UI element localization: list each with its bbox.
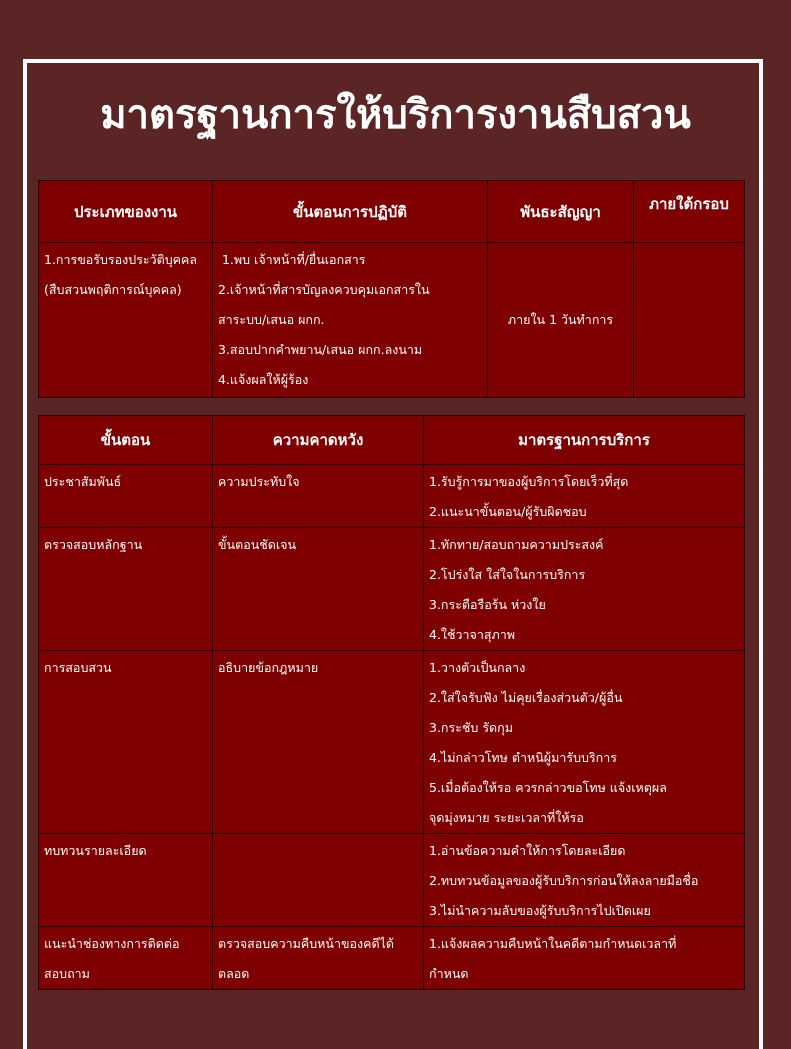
service-commitment-table <box>38 180 745 398</box>
step-cell <box>39 528 213 651</box>
procedure-line: 3.สอบปากคำพยาน/เสนอ ผกก.ลงนาม <box>218 342 423 357</box>
standard-cell <box>424 465 745 528</box>
standard-line: 2.แนะนาขั้นตอน/ผู้รับผิดชอบ <box>429 504 587 519</box>
standard-line: 3.กระชับ รัดกุม <box>429 720 513 735</box>
step-line: ทบทวนรายละเอียด <box>44 843 147 858</box>
header-commitment: พันธะสัญญา <box>488 181 634 243</box>
table-header-row <box>39 181 745 243</box>
step-line: ตรวจสอบหลักฐาน <box>44 537 143 552</box>
work-type-line: (สืบสวนพฤติการณ์บุคคล) <box>44 282 182 297</box>
standard-line: 4.ไม่กล่าวโทษ ตำหนิผู้มารับบริการ <box>429 750 617 765</box>
service-standards-table <box>38 415 745 990</box>
procedure-cell <box>213 243 488 398</box>
standard-cell <box>424 834 745 927</box>
standard-line: 1.แจ้งผลความคืบหน้าในคดีตามกำหนดเวลาที่ <box>429 936 677 951</box>
standard-line: 2.โปร่งใส ใส่ใจในการบริการ <box>429 567 586 582</box>
step-line: สอบถาม <box>44 966 90 981</box>
expectation-line: ตลอด <box>218 966 250 981</box>
standard-cell <box>424 927 745 990</box>
table-row <box>39 465 745 528</box>
procedure-line: สาระบบ/เสนอ ผกก. <box>218 312 325 327</box>
table-row <box>39 834 745 927</box>
table-row <box>39 243 745 398</box>
header-expectation: ความคาดหวัง <box>213 416 424 465</box>
step-cell <box>39 834 213 927</box>
procedure-line: 2.เจ้าหน้าที่สารบัญลงควบคุมเอกสารใน <box>218 282 430 297</box>
expectation-line: ความประทับใจ <box>218 474 300 489</box>
standard-line: กำหนด <box>429 966 469 981</box>
work-type-line: 1.การขอรับรองประวัติบุคคล <box>44 252 198 267</box>
expectation-cell <box>213 834 424 927</box>
framework-cell <box>634 243 745 398</box>
procedure-line: 4.แจ้งผลให้ผู้ร้อง <box>218 372 309 387</box>
standard-line: 2.ทบทวนข้อมูลของผู้รับบริการก่อนให้ลงลายมือชื่อ <box>429 873 699 888</box>
standard-line: 2.ใส่ใจรับฟัง ไม่คุยเรื่องส่วนตัว/ผู้อื่น <box>429 690 623 705</box>
expectation-line: ขั้นตอนชัดเจน <box>218 537 297 552</box>
expectation-line: อธิบายข้อกฎหมาย <box>218 660 319 675</box>
step-cell <box>39 927 213 990</box>
standard-line: 1.วางตัวเป็นกลาง <box>429 660 526 675</box>
standard-line: 1.อ่านข้อความคำให้การโดยละเอียด <box>429 843 626 858</box>
standard-line: 5.เมื่อต้องให้รอ ควรกล่าวขอโทษ แจ้งเหตุผล <box>429 780 667 795</box>
step-line: ประชาสัมพันธ์ <box>44 474 122 489</box>
table-row <box>39 651 745 834</box>
table-row <box>39 927 745 990</box>
header-work-type: ประเภทของงาน <box>39 181 213 243</box>
page-title: มาตรฐานการให้บริการงานสืบสวน <box>100 92 691 138</box>
expectation-cell <box>213 927 424 990</box>
header-step: ขั้นตอน <box>39 416 213 465</box>
expectation-cell <box>213 465 424 528</box>
header-service-standard: มาตรฐานการบริการ <box>424 416 745 465</box>
expectation-line: ตรวจสอบความคืบหน้าของคดีได้ <box>218 936 395 951</box>
header-framework: ภายใต้กรอบ <box>634 181 745 243</box>
standard-cell <box>424 651 745 834</box>
standard-cell <box>424 528 745 651</box>
work-type-cell <box>39 243 213 398</box>
expectation-cell <box>213 528 424 651</box>
standard-line: 4.ใช้วาจาสุภาพ <box>429 627 516 642</box>
step-cell <box>39 651 213 834</box>
standard-line: 3.กระตือรือร้น ห่วงใย <box>429 597 546 612</box>
step-line: แนะนำช่องทางการติดต่อ <box>44 936 180 951</box>
header-procedure: ขั้นตอนการปฏิบัติ <box>213 181 488 243</box>
standard-line: 1.ทักทาย/สอบถามความประสงค์ <box>429 537 604 552</box>
step-cell <box>39 465 213 528</box>
standard-line: 3.ไม่นำความลับของผู้รับบริการไปเปิดเผย <box>429 903 651 918</box>
step-line: การสอบสวน <box>44 660 112 675</box>
table-row <box>39 528 745 651</box>
procedure-line: 1.พบ เจ้าหน้าที่/ยื่นเอกสาร <box>218 252 366 267</box>
standard-line: 1.รับรู้การมาของผู้บริการโดยเร็วที่สุด <box>429 474 629 489</box>
table-header-row <box>39 416 745 465</box>
expectation-cell <box>213 651 424 834</box>
commitment-cell <box>488 243 634 398</box>
standard-line: จุดมุ่งหมาย ระยะเวลาที่ให้รอ <box>429 810 584 825</box>
commitment-text: ภายใน 1 วันทำการ <box>507 312 614 327</box>
